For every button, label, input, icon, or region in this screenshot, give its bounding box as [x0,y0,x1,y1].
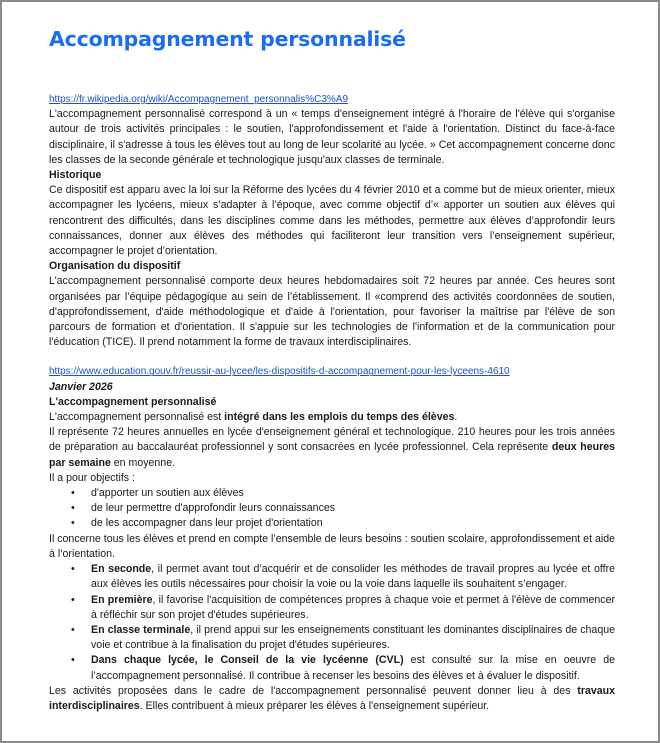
historique-heading: Historique [49,169,102,182]
list-item [49,623,615,653]
list-item [49,593,615,623]
bold-run: En seconde [91,563,152,576]
text-run: , il prend appui sur les enseignements constituant les dominantes disciplinaires de chaque voie et contribue à la finalisation du projet d'études supérieures. [91,623,615,652]
text-run: . [454,411,458,424]
list-item [49,653,615,683]
niveaux-list [49,562,615,684]
bold-run: Dans chaque lycée, le Conseil de la vie lycéenne (CVL) [91,654,404,667]
date-label: Janvier 2026 [49,380,113,393]
bold-run: intégré dans les emplois du temps des élèves [224,411,455,424]
text-run: Les activités proposées dans le cadre de l'accompagnement personnalisé peuvent donner lieu à des [49,684,578,697]
section2-heading: L'accompagnement personnalisé [49,395,217,408]
list-item: • de les accompagner dans leur projet d'orientation [49,516,615,531]
objectifs-list [49,486,615,532]
historique-paragraph: Ce dispositif est apparu avec la loi sur la Réforme des lycées du 4 février 2010 et a comme but de mieux orienter, mieux accompagner les lycéens, mieux s’adapter à l’époque, avec comme objectif d’« apporter un soutien aux élèves qui rencontrent des difficultés, dans les disciplines comme dans les méthodes, permettre aux élèves d’approfondir leurs connaissances, donner aux élèves des méthodes qui faciliteront leur transition vers l’enseignement supérieur, accompagner le projet d’orientation. [49,184,615,258]
text-run: en moyenne. [110,456,176,469]
organisation-heading: Organisation du dispositif [49,260,181,273]
page-title: Accompagnement personnalisé [49,27,406,51]
text-run: est consulté sur la mise en oeuvre de l’accompagnement personnalisé. Il contribue à recenser les besoins des élèves et à évaluer le dispositif. [91,654,615,682]
list-item [49,562,615,592]
organisation-paragraph: L’accompagnement personnalisé comporte deux heures hebdomadaires soit 72 heures par année. Ces heures sont organisées par l’équipe pédagogique au sein de l’établissement. Il «comprend des activités coordonnées de soutien, d'approfondissement, d'aide méthodologique et d'aide à l'orientation, pour favoriser la maîtrise par l'élève de son parcours de formation et d'orientation. Il s'appuie sur les technologies de l'information et de la communication pour l'éducation (TICE). Il prend notamment la forme de travaux interdisciplinaires. [49,275,615,349]
text-run: . Elles contribuent à mieux préparer les élèves à l'enseignement supérieur. [139,699,490,712]
education-gouv-link[interactable]: https://www.education.gouv.fr/reussir-au-lycee/les-dispositifs-d-accompagnement-pour-les-lyceens-4610 [49,366,510,378]
integration-paragraph [49,410,615,425]
bold-run: travaux interdisciplinaires [49,684,615,712]
text-run: , il favorise l'acquisition de compétences propres à chaque voie et permet à l'élève de commencer à réfléchir sur son projet d'études supérieures. [91,593,615,621]
intro-paragraph: L'accompagnement personnalisé correspond à un « temps d'enseignement intégré à l'horaire de l'élève qui s'organise autour de trois activités principales : le soutien, l'approfondissement et l'aide à l'orientation. Distinct du face-à-face disciplinaire, il s'adresse à tous les élèves tout au long de leur scolarité au lycée. » Cet accompagnement concerne donc les classes de la seconde générale et technologique jusqu'aux classes de terminale. [49,108,615,166]
list-item: • de leur permettre d'approfondir leurs connaissances [49,501,615,516]
bold-run: deux heures par semaine [49,441,615,469]
spacer [49,350,615,364]
objectifs-intro: Il a pour objectifs : [49,471,135,484]
text-run: L'accompagnement personnalisé est [49,411,225,424]
wikipedia-link[interactable]: https://fr.wikipedia.org/wiki/Accompagnement_personnalis%C3%A9 [49,94,349,105]
text-run: Il représente 72 heures annuelles en lycée d'enseignement général et technologique. 210 heures pour les trois années de préparation au baccalauréat professionnel y sont consacrées en lycée professionnel. Cela représente [49,426,615,454]
hours-paragraph [49,425,615,471]
bold-run: En première [91,593,153,606]
text-run: , il permet avant tout d’acquérir et de consolider les méthodes de travail propres au lycée et offre aux élèves les outils nécessaires pour choisir la voie ou la voie dans laquelle ils souhaitent s’engager. [91,563,615,591]
final-paragraph [49,684,615,714]
list-item: • d'apporter un soutien aux élèves [49,486,615,501]
concerne-paragraph: Il concerne tous les élèves et prend en compte l’ensemble de leurs besoins : soutien scolaire, approfondissement et aide à l’orientation. [49,532,615,560]
bold-run: En classe terminale [91,623,191,636]
document-content [49,24,615,714]
